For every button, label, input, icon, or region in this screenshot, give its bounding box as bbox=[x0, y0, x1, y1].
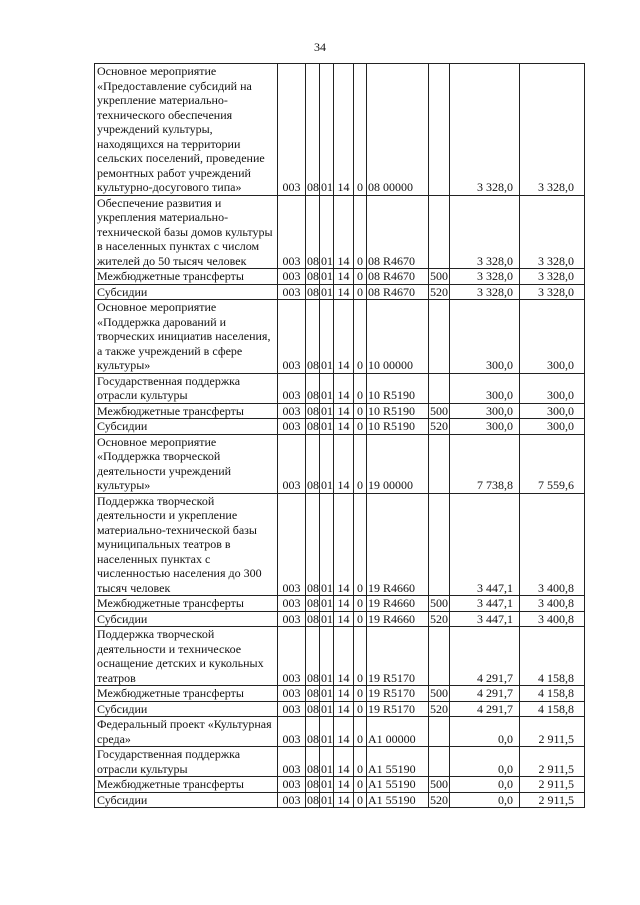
amount-year-2: 4 158,8 bbox=[520, 627, 585, 686]
amount-year-1: 0,0 bbox=[450, 777, 520, 793]
subsection-code: 01 bbox=[320, 64, 334, 196]
expense-type-code bbox=[429, 195, 450, 269]
amount-year-2: 3 328,0 bbox=[520, 284, 585, 300]
subsection-code: 01 bbox=[320, 493, 334, 596]
table-row bbox=[95, 419, 585, 435]
table-row bbox=[95, 195, 585, 269]
target-article-code: 10 R5190 bbox=[367, 403, 429, 419]
subsection-code: 01 bbox=[320, 373, 334, 403]
table-row bbox=[95, 403, 585, 419]
item-name: Субсидии bbox=[95, 611, 278, 627]
program-code: 14 bbox=[334, 792, 354, 808]
subsection-code: 01 bbox=[320, 747, 334, 777]
item-name: Обеспечение развития и укрепления материально-технической базы домов культуры в населенных пунктах с числом жителей до 50 тысяч человек bbox=[95, 195, 278, 269]
subprogram-code: 0 bbox=[354, 596, 367, 612]
table-row bbox=[95, 627, 585, 686]
subsection-code: 01 bbox=[321, 701, 333, 716]
program-code: 14 bbox=[334, 434, 354, 493]
expense-type-code bbox=[429, 717, 450, 747]
subprogram-code: 0 bbox=[354, 403, 367, 419]
expense-type-code: 520 bbox=[430, 792, 448, 807]
expense-type-code bbox=[429, 64, 450, 196]
subsection-code: 01 bbox=[320, 434, 334, 493]
amount-year-2: 4 158,8 bbox=[520, 701, 585, 717]
section-code: 08 bbox=[306, 434, 320, 493]
subprogram-code: 0 bbox=[354, 792, 367, 808]
item-name: Межбюджетные трансферты bbox=[95, 777, 278, 793]
ministry-code: 003 bbox=[278, 419, 306, 435]
target-article-code: 19 R4660 bbox=[367, 611, 429, 627]
amount-year-1: 0,0 bbox=[450, 792, 520, 808]
program-code: 14 bbox=[334, 284, 354, 300]
item-name: Субсидии bbox=[95, 419, 278, 435]
expense-type-code: 500 bbox=[430, 596, 448, 610]
amount-year-1: 4 291,7 bbox=[450, 701, 520, 717]
section-code: 08 bbox=[306, 300, 320, 374]
budget-table bbox=[94, 63, 585, 808]
amount-year-1: 3 328,0 bbox=[450, 64, 520, 196]
program-code: 14 bbox=[334, 64, 354, 196]
expense-type-code bbox=[429, 747, 450, 777]
program-code: 14 bbox=[334, 701, 354, 717]
subprogram-code: 0 bbox=[354, 269, 367, 285]
expense-type-code: 520 bbox=[430, 284, 448, 299]
section-code: 08 bbox=[307, 701, 319, 716]
expense-type-code: 520 bbox=[430, 611, 448, 626]
table-row bbox=[95, 493, 585, 596]
table-row bbox=[95, 284, 585, 300]
ministry-code: 003 bbox=[278, 596, 306, 612]
target-article-code: 10 R5190 bbox=[367, 373, 429, 403]
section-code: 08 bbox=[306, 373, 320, 403]
ministry-code: 003 bbox=[278, 300, 306, 374]
amount-year-1: 3 328,0 bbox=[450, 195, 520, 269]
table-row bbox=[95, 792, 585, 808]
amount-year-1: 7 738,8 bbox=[450, 434, 520, 493]
amount-year-1: 300,0 bbox=[450, 419, 520, 435]
subsection-code: 01 bbox=[320, 627, 334, 686]
table-row bbox=[95, 300, 585, 374]
target-article-code: 10 R5190 bbox=[367, 419, 429, 435]
ministry-code: 003 bbox=[278, 269, 306, 285]
amount-year-1: 0,0 bbox=[450, 747, 520, 777]
subprogram-code: 0 bbox=[354, 627, 367, 686]
section-code: 08 bbox=[307, 403, 319, 418]
expense-type-code: 520 bbox=[430, 419, 448, 433]
ministry-code: 003 bbox=[278, 434, 306, 493]
expense-type-code bbox=[429, 434, 450, 493]
target-article-code: A1 00000 bbox=[367, 717, 429, 747]
section-code: 08 bbox=[307, 792, 319, 807]
table-row bbox=[95, 686, 585, 702]
subprogram-code: 0 bbox=[354, 777, 367, 793]
program-code: 14 bbox=[334, 269, 354, 285]
subsection-code: 01 bbox=[321, 777, 333, 791]
expense-type-code: 500 bbox=[430, 777, 448, 791]
item-name: Государственная поддержка отрасли культуры bbox=[95, 373, 278, 403]
expense-type-code: 500 bbox=[430, 269, 448, 283]
amount-year-1: 3 328,0 bbox=[450, 269, 520, 285]
subsection-code: 01 bbox=[321, 284, 333, 299]
amount-year-1: 3 447,1 bbox=[450, 493, 520, 596]
table-row bbox=[95, 434, 585, 493]
ministry-code: 003 bbox=[278, 747, 306, 777]
table-row bbox=[95, 747, 585, 777]
target-article-code: 08 00000 bbox=[367, 64, 429, 196]
expense-type-code bbox=[429, 373, 450, 403]
item-name: Государственная поддержка отрасли культуры bbox=[95, 747, 278, 777]
item-name: Федеральный проект «Культурная среда» bbox=[95, 717, 278, 747]
amount-year-1: 0,0 bbox=[450, 717, 520, 747]
amount-year-1: 4 291,7 bbox=[450, 686, 520, 702]
target-article-code: 08 R4670 bbox=[367, 269, 429, 285]
item-name: Субсидии bbox=[95, 701, 278, 717]
subsection-code: 01 bbox=[321, 419, 333, 433]
ministry-code: 003 bbox=[278, 284, 306, 300]
amount-year-2: 2 911,5 bbox=[520, 717, 585, 747]
item-name: Основное мероприятие «Поддержка творческой деятельности учреждений культуры» bbox=[95, 434, 278, 493]
target-article-code: A1 55190 bbox=[367, 777, 429, 793]
amount-year-2: 2 911,5 bbox=[520, 747, 585, 777]
subsection-code: 01 bbox=[320, 300, 334, 374]
amount-year-1: 3 328,0 bbox=[450, 284, 520, 300]
target-article-code: 19 R5170 bbox=[367, 701, 429, 717]
subprogram-code: 0 bbox=[354, 717, 367, 747]
amount-year-1: 300,0 bbox=[450, 373, 520, 403]
amount-year-2: 4 158,8 bbox=[520, 686, 585, 702]
item-name: Субсидии bbox=[95, 792, 278, 808]
program-code: 14 bbox=[334, 195, 354, 269]
subprogram-code: 0 bbox=[354, 284, 367, 300]
ministry-code: 003 bbox=[278, 611, 306, 627]
subprogram-code: 0 bbox=[354, 434, 367, 493]
amount-year-1: 3 447,1 bbox=[450, 611, 520, 627]
ministry-code: 003 bbox=[278, 777, 306, 793]
subprogram-code: 0 bbox=[354, 419, 367, 435]
ministry-code: 003 bbox=[278, 627, 306, 686]
section-code: 08 bbox=[307, 596, 319, 610]
section-code: 08 bbox=[306, 493, 320, 596]
amount-year-2: 3 328,0 bbox=[520, 64, 585, 196]
item-name: Поддержка творческой деятельности и техническое оснащение детских и кукольных театров bbox=[95, 627, 278, 686]
program-code: 14 bbox=[334, 627, 354, 686]
program-code: 14 bbox=[334, 777, 354, 793]
item-name: Основное мероприятие «Поддержка дарований и творческих инициатив населения, а также учреждений в сфере культуры» bbox=[95, 300, 278, 374]
subprogram-code: 0 bbox=[354, 686, 367, 702]
ministry-code: 003 bbox=[278, 64, 306, 196]
amount-year-2: 2 911,5 bbox=[520, 777, 585, 793]
program-code: 14 bbox=[334, 403, 354, 419]
target-article-code: 19 R5170 bbox=[367, 686, 429, 702]
target-article-code: 10 00000 bbox=[367, 300, 429, 374]
ministry-code: 003 bbox=[278, 717, 306, 747]
subsection-code: 01 bbox=[320, 195, 334, 269]
amount-year-2: 3 400,8 bbox=[520, 596, 585, 612]
target-article-code: 19 00000 bbox=[367, 434, 429, 493]
expense-type-code: 520 bbox=[430, 701, 448, 716]
ministry-code: 003 bbox=[278, 686, 306, 702]
ministry-code: 003 bbox=[278, 373, 306, 403]
item-name: Межбюджетные трансферты bbox=[95, 269, 278, 285]
ministry-code: 003 bbox=[278, 493, 306, 596]
target-article-code: 08 R4670 bbox=[367, 284, 429, 300]
program-code: 14 bbox=[334, 493, 354, 596]
item-name: Субсидии bbox=[95, 284, 278, 300]
table-row bbox=[95, 777, 585, 793]
program-code: 14 bbox=[334, 717, 354, 747]
page-number: 34 bbox=[314, 40, 326, 54]
amount-year-2: 3 328,0 bbox=[520, 195, 585, 269]
table-row bbox=[95, 64, 585, 196]
table-row bbox=[95, 611, 585, 627]
table-row bbox=[95, 701, 585, 717]
subprogram-code: 0 bbox=[354, 493, 367, 596]
target-article-code: 19 R4660 bbox=[367, 596, 429, 612]
section-code: 08 bbox=[307, 284, 319, 299]
target-article-code: A1 55190 bbox=[367, 747, 429, 777]
expense-type-code: 500 bbox=[430, 403, 448, 418]
target-article-code: 19 R5170 bbox=[367, 627, 429, 686]
item-name: Межбюджетные трансферты bbox=[95, 403, 278, 419]
subsection-code: 01 bbox=[320, 717, 334, 747]
ministry-code: 003 bbox=[278, 701, 306, 717]
expense-type-code bbox=[429, 300, 450, 374]
amount-year-1: 3 447,1 bbox=[450, 596, 520, 612]
subprogram-code: 0 bbox=[354, 195, 367, 269]
amount-year-1: 300,0 bbox=[450, 300, 520, 374]
section-code: 08 bbox=[307, 419, 319, 433]
section-code: 08 bbox=[306, 195, 320, 269]
amount-year-1: 4 291,7 bbox=[450, 627, 520, 686]
expense-type-code bbox=[429, 627, 450, 686]
subsection-code: 01 bbox=[321, 686, 333, 700]
program-code: 14 bbox=[334, 686, 354, 702]
amount-year-2: 7 559,6 bbox=[520, 434, 585, 493]
amount-year-1: 300,0 bbox=[450, 403, 520, 419]
amount-year-2: 300,0 bbox=[520, 419, 585, 435]
item-name: Основное мероприятие «Предоставление субсидий на укрепление материально-технического обеспечения учреждений культуры, находящихся на территории сельских поселений, проведение ремонтных работ учреждений культурно-досугового типа» bbox=[95, 64, 278, 196]
program-code: 14 bbox=[334, 611, 354, 627]
amount-year-2: 300,0 bbox=[520, 403, 585, 419]
subprogram-code: 0 bbox=[354, 300, 367, 374]
table-row bbox=[95, 717, 585, 747]
subprogram-code: 0 bbox=[354, 747, 367, 777]
subprogram-code: 0 bbox=[354, 64, 367, 196]
target-article-code: A1 55190 bbox=[367, 792, 429, 808]
amount-year-2: 3 400,8 bbox=[520, 611, 585, 627]
table-row bbox=[95, 373, 585, 403]
subsection-code: 01 bbox=[321, 611, 333, 626]
amount-year-2: 3 328,0 bbox=[520, 269, 585, 285]
expense-type-code bbox=[429, 493, 450, 596]
section-code: 08 bbox=[306, 64, 320, 196]
subprogram-code: 0 bbox=[354, 701, 367, 717]
subsection-code: 01 bbox=[321, 269, 333, 283]
section-code: 08 bbox=[307, 269, 319, 283]
target-article-code: 08 R4670 bbox=[367, 195, 429, 269]
amount-year-2: 300,0 bbox=[520, 300, 585, 374]
program-code: 14 bbox=[334, 747, 354, 777]
table-row bbox=[95, 596, 585, 612]
section-code: 08 bbox=[307, 686, 319, 700]
amount-year-2: 300,0 bbox=[520, 373, 585, 403]
program-code: 14 bbox=[334, 596, 354, 612]
section-code: 08 bbox=[307, 611, 319, 626]
target-article-code: 19 R4660 bbox=[367, 493, 429, 596]
section-code: 08 bbox=[306, 717, 320, 747]
program-code: 14 bbox=[334, 419, 354, 435]
ministry-code: 003 bbox=[278, 792, 306, 808]
section-code: 08 bbox=[307, 777, 319, 791]
expense-type-code: 500 bbox=[430, 686, 448, 700]
subsection-code: 01 bbox=[321, 403, 333, 418]
item-name: Межбюджетные трансферты bbox=[95, 686, 278, 702]
ministry-code: 003 bbox=[278, 403, 306, 419]
subprogram-code: 0 bbox=[354, 373, 367, 403]
item-name: Поддержка творческой деятельности и укрепление материально-технической базы муниципальных театров в населенных пунктах с численностью населения до 300 тысяч человек bbox=[95, 493, 278, 596]
item-name: Межбюджетные трансферты bbox=[95, 596, 278, 612]
section-code: 08 bbox=[306, 627, 320, 686]
table-row bbox=[95, 269, 585, 285]
amount-year-2: 3 400,8 bbox=[520, 493, 585, 596]
subprogram-code: 0 bbox=[354, 611, 367, 627]
ministry-code: 003 bbox=[278, 195, 306, 269]
program-code: 14 bbox=[334, 300, 354, 374]
subsection-code: 01 bbox=[321, 792, 333, 807]
subsection-code: 01 bbox=[321, 596, 333, 610]
amount-year-2: 2 911,5 bbox=[520, 792, 585, 808]
program-code: 14 bbox=[334, 373, 354, 403]
section-code: 08 bbox=[306, 747, 320, 777]
